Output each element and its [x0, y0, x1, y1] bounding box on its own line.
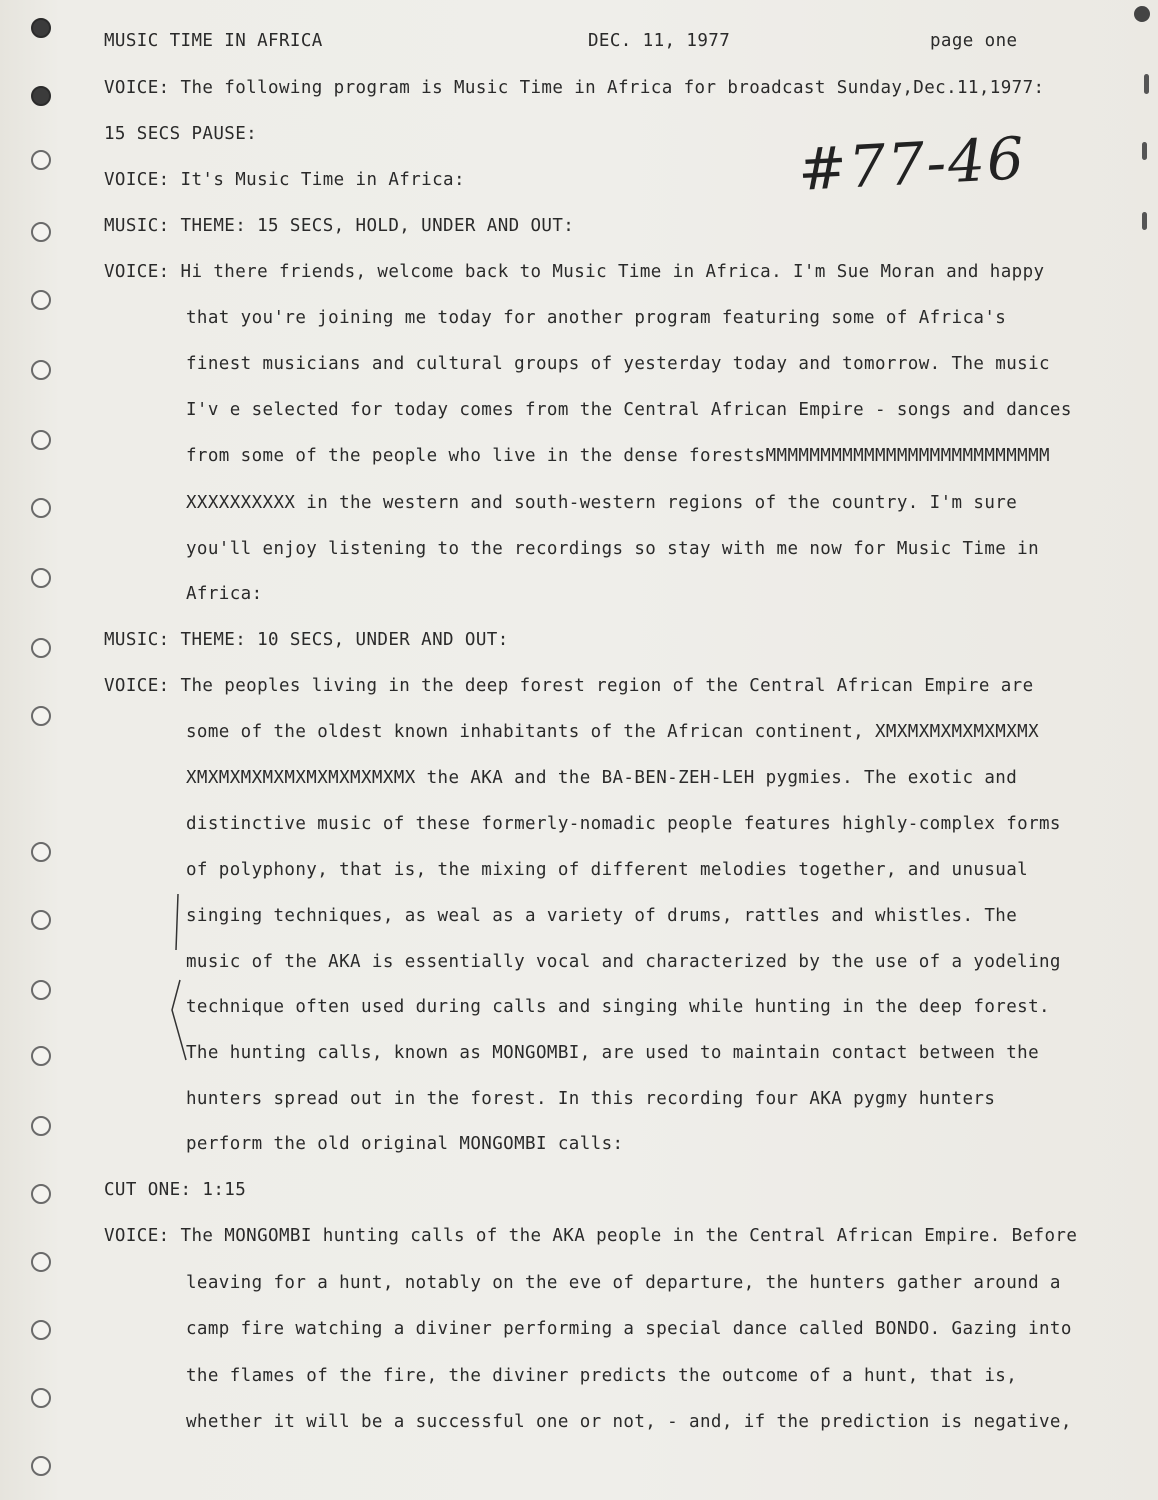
script-line: 15 SECS PAUSE:: [104, 124, 258, 144]
punch-hole: [31, 18, 51, 38]
script-line: of polyphony, that is, the mixing of different melodies together, and unusual: [186, 860, 1029, 880]
script-line: MUSIC: THEME: 15 SECS, HOLD, UNDER AND OUT:: [104, 216, 575, 236]
punch-hole: [31, 910, 51, 930]
punch-hole: [31, 430, 51, 450]
margin-bracket: [160, 890, 190, 1070]
script-line: music of the AKA is essentially vocal and characterized by the use of a yodeling: [186, 952, 1061, 972]
punch-hole: [31, 86, 51, 106]
punch-hole: [31, 1388, 51, 1408]
script-line: XMXMXMXMXMXMXMXMXMXMX the AKA and the BA-BEN-ZEH-LEH pygmies. The exotic and: [186, 768, 1018, 788]
punch-hole: [31, 1252, 51, 1272]
punch-hole: [31, 706, 51, 726]
edge-mark: [1134, 6, 1150, 22]
script-line: that you're joining me today for another program featuring some of Africa's: [186, 308, 1007, 328]
edge-mark: [1144, 74, 1149, 94]
punch-hole: [31, 1116, 51, 1136]
script-line: The hunting calls, known as MONGOMBI, are used to maintain contact between the: [186, 1043, 1039, 1063]
punch-hole: [31, 1320, 51, 1340]
edge-mark: [1142, 142, 1147, 160]
script-line: whether it will be a successful one or not, - and, if the prediction is negative,: [186, 1412, 1072, 1432]
punch-hole: [31, 150, 51, 170]
punch-hole: [31, 1184, 51, 1204]
script-line: MUSIC: THEME: 10 SECS, UNDER AND OUT:: [104, 630, 509, 650]
punch-hole: [31, 222, 51, 242]
script-line: VOICE: The following program is Music Time in Africa for broadcast Sunday,Dec.11,1977:: [104, 78, 1045, 98]
script-line: VOICE: It's Music Time in Africa:: [104, 170, 465, 190]
handwritten-number: #77-46: [796, 124, 1028, 204]
punch-hole: [31, 290, 51, 310]
punch-hole: [31, 498, 51, 518]
script-line: CUT ONE: 1:15: [104, 1180, 247, 1200]
script-line: camp fire watching a diviner performing a special dance called BONDO. Gazing into: [186, 1319, 1072, 1339]
punch-hole: [31, 1046, 51, 1066]
script-line: perform the old original MONGOMBI calls:: [186, 1134, 624, 1154]
script-line: singing techniques, as weal as a variety of drums, rattles and whistles. The: [186, 906, 1018, 926]
script-line: the flames of the fire, the diviner predicts the outcome of a hunt, that is,: [186, 1366, 1018, 1386]
punch-hole: [31, 638, 51, 658]
script-line: Africa:: [186, 584, 263, 604]
script-line: VOICE: Hi there friends, welcome back to Music Time in Africa. I'm Sue Moran and happy: [104, 262, 1045, 282]
edge-mark: [1142, 212, 1147, 230]
script-line: XXXXXXXXXX in the western and south-western regions of the country. I'm sure: [186, 493, 1018, 513]
script-line: VOICE: The MONGOMBI hunting calls of the AKA people in the Central African Empire. Before: [104, 1226, 1078, 1246]
document-date: DEC. 11, 1977: [588, 31, 731, 51]
script-line: I'v e selected for today comes from the Central African Empire - songs and dances: [186, 400, 1072, 420]
punch-hole: [31, 980, 51, 1000]
document-title: MUSIC TIME IN AFRICA: [104, 31, 323, 51]
script-line: from some of the people who live in the dense forestsMMMMMMMMMMMMMMMMMMMMMMMMMM: [186, 446, 1050, 466]
script-line: some of the oldest known inhabitants of the African continent, XMXMXMXMXMXMXMX: [186, 722, 1039, 742]
punch-hole: [31, 568, 51, 588]
script-line: distinctive music of these formerly-nomadic people features highly-complex forms: [186, 814, 1061, 834]
page-label: page one: [930, 31, 1018, 51]
script-line: finest musicians and cultural groups of yesterday today and tomorrow. The music: [186, 354, 1050, 374]
script-line: leaving for a hunt, notably on the eve of departure, the hunters gather around a: [186, 1273, 1061, 1293]
punch-hole: [31, 842, 51, 862]
script-line: you'll enjoy listening to the recordings so stay with me now for Music Time in: [186, 539, 1039, 559]
script-line: technique often used during calls and singing while hunting in the deep forest.: [186, 997, 1050, 1017]
punch-hole: [31, 1456, 51, 1476]
punch-hole: [31, 360, 51, 380]
script-line: hunters spread out in the forest. In this recording four AKA pygmy hunters: [186, 1089, 996, 1109]
script-line: VOICE: The peoples living in the deep forest region of the Central African Empire are: [104, 676, 1034, 696]
